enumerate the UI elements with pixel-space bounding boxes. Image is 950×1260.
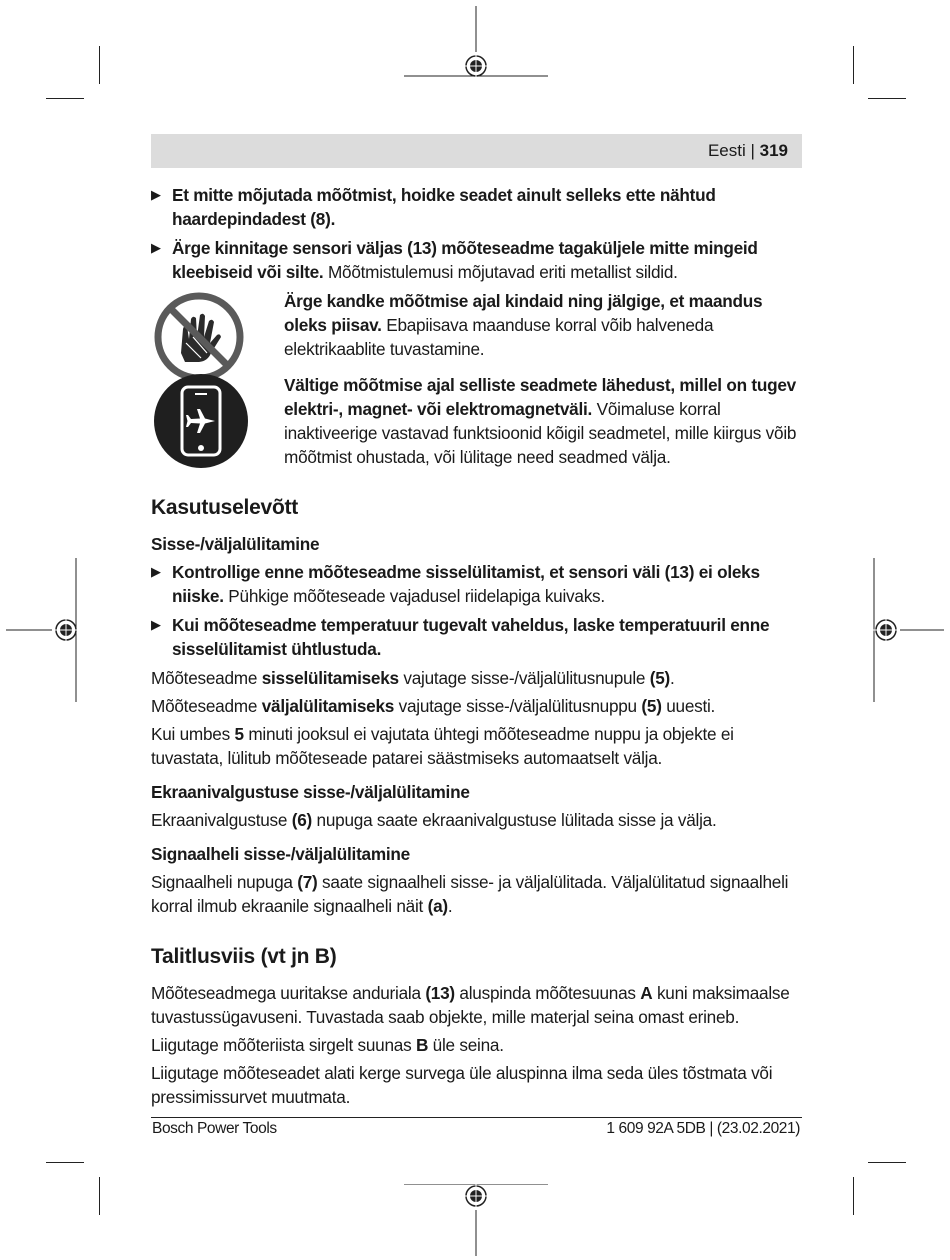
paragraph-switch-off: Mõõteseadme väljalülitamiseks vajutage sisse-/väljalülitusnuppu (5) uuesti.: [151, 696, 716, 716]
bullet-bold-text: Kontrollige enne mõõteseadme sisselülitamist, et sensori väli (13) ei oleks niiske.: [172, 562, 760, 606]
paragraph-operation-2: Liigutage mõõteriista sirgelt suunas B üle seina.: [151, 1035, 504, 1055]
subsection-title-on-off: Sisse-/väljalülitamine: [151, 534, 320, 554]
header-text: [708, 141, 788, 161]
crop-mark: [46, 98, 84, 99]
paragraph-switch-on: Mõõteseadme sisselülitamiseks vajutage sisse-/väljalülitusnupule (5).: [151, 668, 675, 688]
registration-mark-bottom: [404, 1184, 548, 1256]
note-bold-text: Ärge kandke mõõtmise ajal kindaid ning jälgige, et maandus oleks piisav.: [284, 291, 763, 335]
footer-doc-id: 1 609 92A 5DB | (23.02.2021): [606, 1120, 800, 1137]
bullet-bold-text: Ärge kinnitage sensori väljas (13) mõõteseadme tagaküljele mitte mingeid kleebiseid või silte.: [172, 238, 758, 282]
registration-mark-right: [872, 558, 944, 702]
crop-mark: [99, 1177, 100, 1215]
bullet-text: Pühkige mõõteseade vajadusel riidelapiga kuivaks.: [223, 586, 605, 606]
header-separator: |: [750, 141, 755, 160]
footer-publisher: Bosch Power Tools: [152, 1120, 277, 1137]
note-bold-text: Vältige mõõtmise ajal selliste seadmete lähedust, millel on tugev elektri-, magnet- või elektromagnetväli.: [284, 375, 796, 419]
subsection-title-backlight: Ekraanivalgustuse sisse-/väljalülitamine: [151, 782, 470, 802]
safety-bullet: [151, 236, 802, 284]
bullet-bold-text: Kui mõõteseadme temperatuur tugevalt vaheldus, laske temperatuuril enne sisselülitamist ühtlustuda.: [172, 615, 770, 659]
icon-note-gloves: [151, 289, 802, 361]
subsection-title-signal: Signaalheli sisse-/väljalülitamine: [151, 844, 410, 864]
paragraph-operation-3: Liigutage mõõteseadet alati kerge survega üle aluspinna ilma seda üles tõstmata või pressimissurvet muutmata.: [151, 1063, 773, 1107]
page-header: [151, 134, 802, 168]
header-language: Eesti: [707, 141, 746, 160]
page-number: 319: [759, 141, 788, 160]
registration-mark-left: [6, 558, 78, 702]
crop-mark: [868, 1162, 906, 1163]
safety-bullet: [151, 560, 802, 608]
paragraph-backlight: Ekraanivalgustuse (6) nupuga saate ekraanivalgustuse lülitada sisse ja välja.: [151, 810, 717, 830]
note-text: Võimaluse korral inaktiveerige vastavad funktsioonid kõigil seadmetel, mille kiirgus võib mõõtmist ohustada, või lülitage need seadmed välja.: [284, 399, 797, 467]
registration-mark-top: [404, 6, 548, 78]
bullet-bold-text: Et mitte mõjutada mõõtmist, hoidke seadet ainult selleks ette nähtud haardepindadest (8).: [172, 185, 716, 229]
paragraph-signal: Signaalheli nupuga (7) saate signaalheli sisse- ja väljalülitada. Väljalülitatud signaalheli korral ilmub ekraanile signaalheli näit (a).: [151, 872, 789, 916]
safety-bullet: [151, 613, 802, 661]
airplane-mode-phone-icon: [153, 373, 249, 469]
crop-mark: [853, 46, 854, 84]
icon-note-fields: [151, 373, 802, 469]
crop-mark: [868, 98, 906, 99]
paragraph-auto-off: Kui umbes 5 minuti jooksul ei vajutata ühtegi mõõteseadme nuppu ja objekte ei tuvastata, lülitub mõõteseade patarei säästmiseks automaatselt välja.: [151, 724, 734, 768]
note-text: Ebapiisava maanduse korral võib halveneda elektrikaablite tuvastamine.: [284, 315, 714, 359]
no-gloves-icon: [153, 291, 245, 383]
paragraph-operation-1: Mõõteseadmega uuritakse anduriala (13) aluspinda mõõtesuunas A kuni maksimaalse tuvastussügavuseni. Tuvastada saab objekte, mille materjal seina omast erineb.: [151, 983, 790, 1027]
crop-mark: [99, 46, 100, 84]
safety-bullet: [151, 183, 802, 231]
footer-rule: [151, 1117, 802, 1118]
crop-mark: [46, 1162, 84, 1163]
section-title-kasutuselevott: Kasutuselevõtt: [151, 496, 299, 519]
crop-mark: [853, 1177, 854, 1215]
bullet-text: Mõõtmistulemusi mõjutavad eriti metallist sildid.: [323, 262, 678, 282]
page-content: [151, 183, 802, 1113]
section-title-talitlusviis: Talitlusviis (vt jn B): [151, 945, 337, 968]
